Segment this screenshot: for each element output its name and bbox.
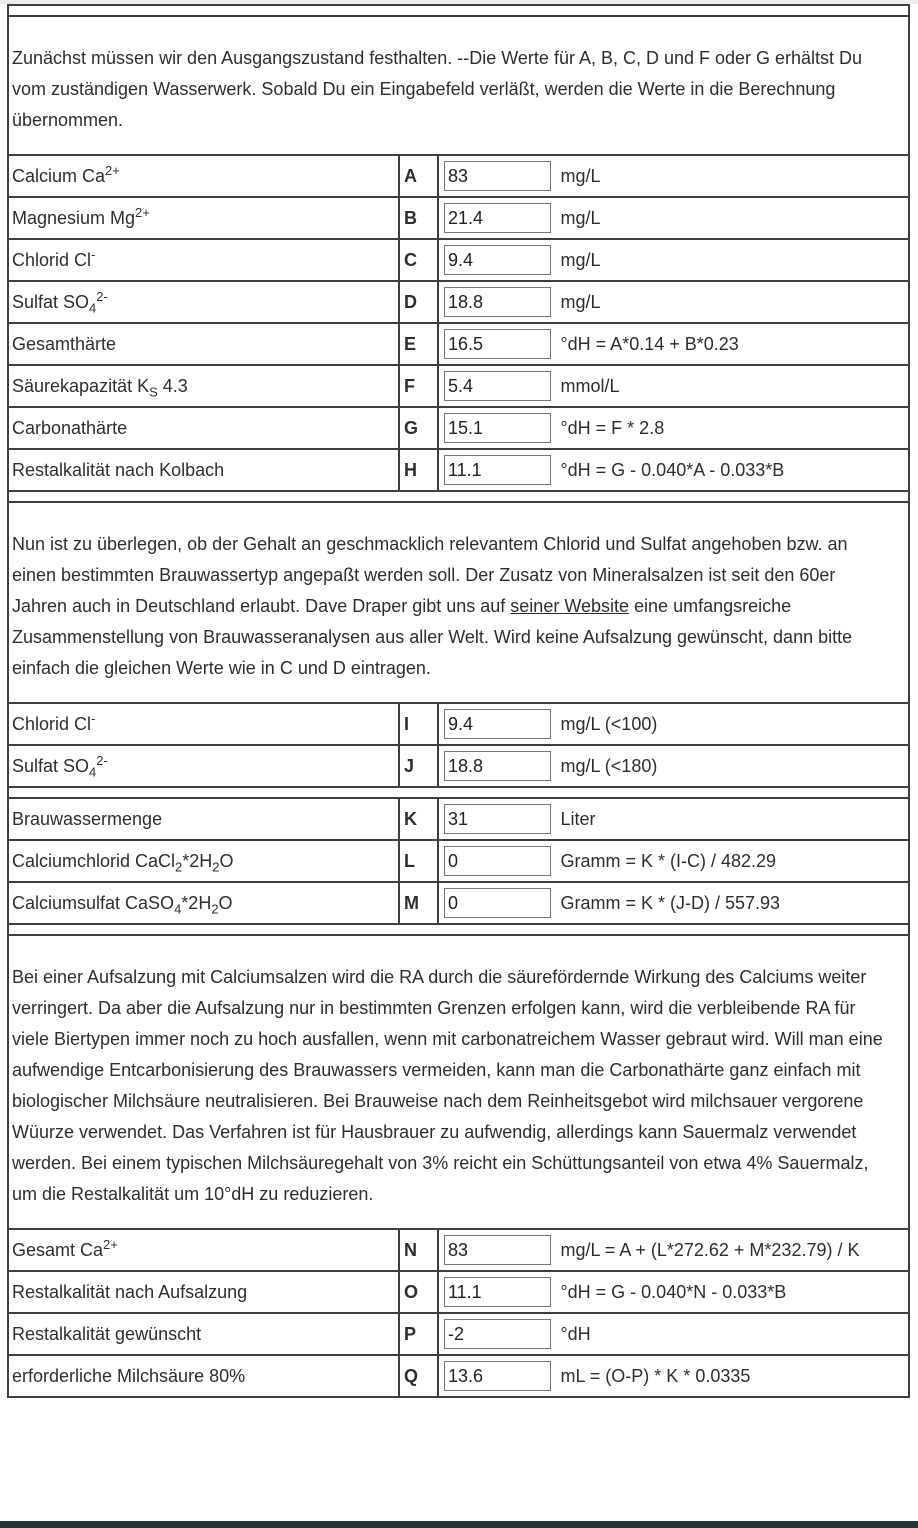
table-row [8,197,909,239]
value-input-A[interactable] [444,161,551,191]
row-letter: H [399,449,438,491]
row-label: erforderliche Milchsäure 80% [8,1355,399,1397]
row-label: Gesamthärte [8,323,399,365]
paragraph-text: Bei einer Aufsalzung mit Calciumsalzen wird die RA durch die säurefördernde Wirkung des Calciums weiter verringert. Da aber die Aufsalzung nur in bestimmten Grenzen erfolgen kann, wird die verbleibende RA für viele Biertypen immer noch zu hoch ausfallen, wenn mit carbonatreichem Wasser gebraut wird. Will man eine aufwendige Entcarbonisierung des Brauwassers vermeiden, kann man die Carbonathärte ganz einfach mit biologischer Milchsäure neutralisieren. Bei Brauweise nach dem Reinheitsgebot wird milchsauer vergorene Wüurze verwendet. Das Verfahren ist für Hausbrauer zu aufwendig, allerdings kann Sauermalz verwendet werden. Bei einem typischen Milchsäuregehalt von 3% reicht ein Schüttungsanteil von etwa 4% Sauermalz, um die Restalkalität um 10°dH zu reduzieren. [12,967,883,1204]
value-input-F[interactable] [444,371,551,401]
row-letter: G [399,407,438,449]
value-input-J[interactable] [444,751,551,781]
section-header-analyse-header [8,5,909,16]
value-input-Q[interactable] [444,1361,551,1391]
section-header-row [8,491,909,502]
value-input-C[interactable] [444,245,551,275]
row-value-cell [438,449,909,491]
table-row [8,882,909,924]
row-label: Calciumsulfat $CaSO_4*2H_2O$ [8,882,399,924]
section-paragraph-row [8,502,909,703]
table-row [8,449,909,491]
row-label: Chlorid Cl- [8,703,399,745]
row-letter: K [399,798,438,840]
value-input-K[interactable] [444,804,551,834]
row-unit-Q: mL = (O-P) * K * 0.0335 [560,1365,751,1386]
section-paragraph-row [8,16,909,155]
row-letter: L [399,840,438,882]
row-label: Restalkalität nach Aufsalzung [8,1271,399,1313]
row-unit-O: °dH = G - 0.040*N - 0.033*B [560,1281,787,1302]
row-value-cell [438,840,909,882]
section-paragraph-analyse-intro [8,16,909,155]
row-value-cell [438,323,909,365]
paragraph-text: eine umfangsreiche Zusammenstellung von Brauwasseranalysen aus aller Welt. Wird keine Aufsalzung gewünscht, dann bitte einfach die gleichen Werte wie in C und D eintragen. [12,596,853,678]
paragraph-text: Nun ist zu überlegen, ob der Gehalt an geschmacklich relevantem Chlorid und Sulfat angehoben bzw. an einen bestimmten Brauwassertyp angepaßt werden soll. Der Zusatz von Mineralsalzen ist seit den 60er Jahren auch in Deutschland erlaubt. Dave Draper gibt uns auf [12,534,848,616]
section-paragraph-restalkalitaet-intro [8,935,909,1229]
row-letter: F [399,365,438,407]
value-input-H[interactable] [444,455,551,485]
table-row [8,1229,909,1271]
row-value-cell [438,1313,909,1355]
value-input-P[interactable] [444,1319,551,1349]
row-letter: A [399,155,438,197]
row-label: Säurekapazität $K_S$ 4.3 [8,365,399,407]
table-row [8,239,909,281]
row-label: Sulfat $SO_4^{2-}$ [8,745,399,787]
bottom-bar [0,1521,918,1528]
row-letter: E [399,323,438,365]
row-unit-G: °dH = F * 2.8 [560,417,665,438]
value-input-L[interactable] [444,846,551,876]
row-unit-C: mg/L [560,249,601,270]
row-unit-E: °dH = A*0.14 + B*0.23 [560,333,739,354]
row-letter: O [399,1271,438,1313]
row-label: Restalkalität gewünscht [8,1313,399,1355]
table-row [8,703,909,745]
value-input-B[interactable] [444,203,551,233]
row-label: Restalkalität nach Kolbach [8,449,399,491]
row-value-cell [438,155,909,197]
table-row [8,1271,909,1313]
paragraph-text: Zunächst müssen wir den Ausgangszustand festhalten. --Die Werte für A, B, C, D und F oder G erhältst Du vom zuständigen Wasserwerk. Sobald Du ein Eingabefeld verläßt, werden die Werte in die Berechnung übernommen. [12,48,863,130]
value-input-I[interactable] [444,709,551,739]
section-header-row [8,924,909,935]
section-header-row [8,5,909,16]
row-letter: I [399,703,438,745]
row-unit-F: mmol/L [560,375,620,396]
table-row [8,365,909,407]
row-value-cell [438,745,909,787]
brewing-water-calculator-table [7,4,910,1398]
value-input-E[interactable] [444,329,551,359]
row-value-cell [438,703,909,745]
row-letter: N [399,1229,438,1271]
section-paragraph-ionenprofil-intro [8,502,909,703]
row-letter: B [399,197,438,239]
seiner-website-link[interactable]: seiner Website [510,596,630,616]
table-row [8,840,909,882]
value-input-N[interactable] [444,1235,551,1265]
section-header-row [8,787,909,798]
row-unit-J: mg/L (<180) [560,755,658,776]
row-letter: D [399,281,438,323]
table-row [8,1355,909,1397]
row-unit-M: Gramm = K * (J-D) / 557.93 [560,892,781,913]
table-row [8,798,909,840]
row-unit-A: mg/L [560,165,601,186]
table-row [8,1313,909,1355]
row-value-cell [438,281,909,323]
row-unit-P: °dH [560,1323,591,1344]
row-unit-N: mg/L = A + (L*272.62 + M*232.79) / K [560,1239,860,1260]
row-value-cell [438,1355,909,1397]
row-label: Sulfat $SO_4^{2-}$ [8,281,399,323]
row-letter: C [399,239,438,281]
row-label: Calciumchlorid $CaCl_2*2H_2O$ [8,840,399,882]
row-label: Calcium $Ca^{2+}$ [8,155,399,197]
row-letter: J [399,745,438,787]
row-letter: M [399,882,438,924]
value-input-D[interactable] [444,287,551,317]
row-letter: Q [399,1355,438,1397]
row-value-cell [438,197,909,239]
row-value-cell [438,798,909,840]
section-paragraph-row [8,935,909,1229]
row-unit-D: mg/L [560,291,601,312]
section-header-mineralsalz-header [8,787,909,798]
row-value-cell [438,1229,909,1271]
section-header-ionenprofil-header [8,491,909,502]
row-label: Magnesium $Mg^{2+}$ [8,197,399,239]
table-row [8,745,909,787]
row-value-cell [438,882,909,924]
row-value-cell [438,365,909,407]
value-input-O[interactable] [444,1277,551,1307]
row-value-cell [438,239,909,281]
table-row [8,281,909,323]
row-label: Brauwassermenge [8,798,399,840]
row-unit-K: Liter [560,808,596,829]
row-label: Chlorid Cl- [8,239,399,281]
row-unit-B: mg/L [560,207,601,228]
section-header-restalkalitaet-header [8,924,909,935]
row-unit-H: °dH = G - 0.040*A - 0.033*B [560,459,785,480]
row-label: Gesamt $Ca^{2+}$ [8,1229,399,1271]
row-unit-I: mg/L (<100) [560,713,658,734]
value-input-M[interactable] [444,888,551,918]
value-input-G[interactable] [444,413,551,443]
table-row [8,407,909,449]
table-row [8,323,909,365]
row-letter: P [399,1313,438,1355]
table-row [8,155,909,197]
row-value-cell [438,407,909,449]
row-unit-L: Gramm = K * (I-C) / 482.29 [560,850,777,871]
row-label: Carbonathärte [8,407,399,449]
row-value-cell [438,1271,909,1313]
